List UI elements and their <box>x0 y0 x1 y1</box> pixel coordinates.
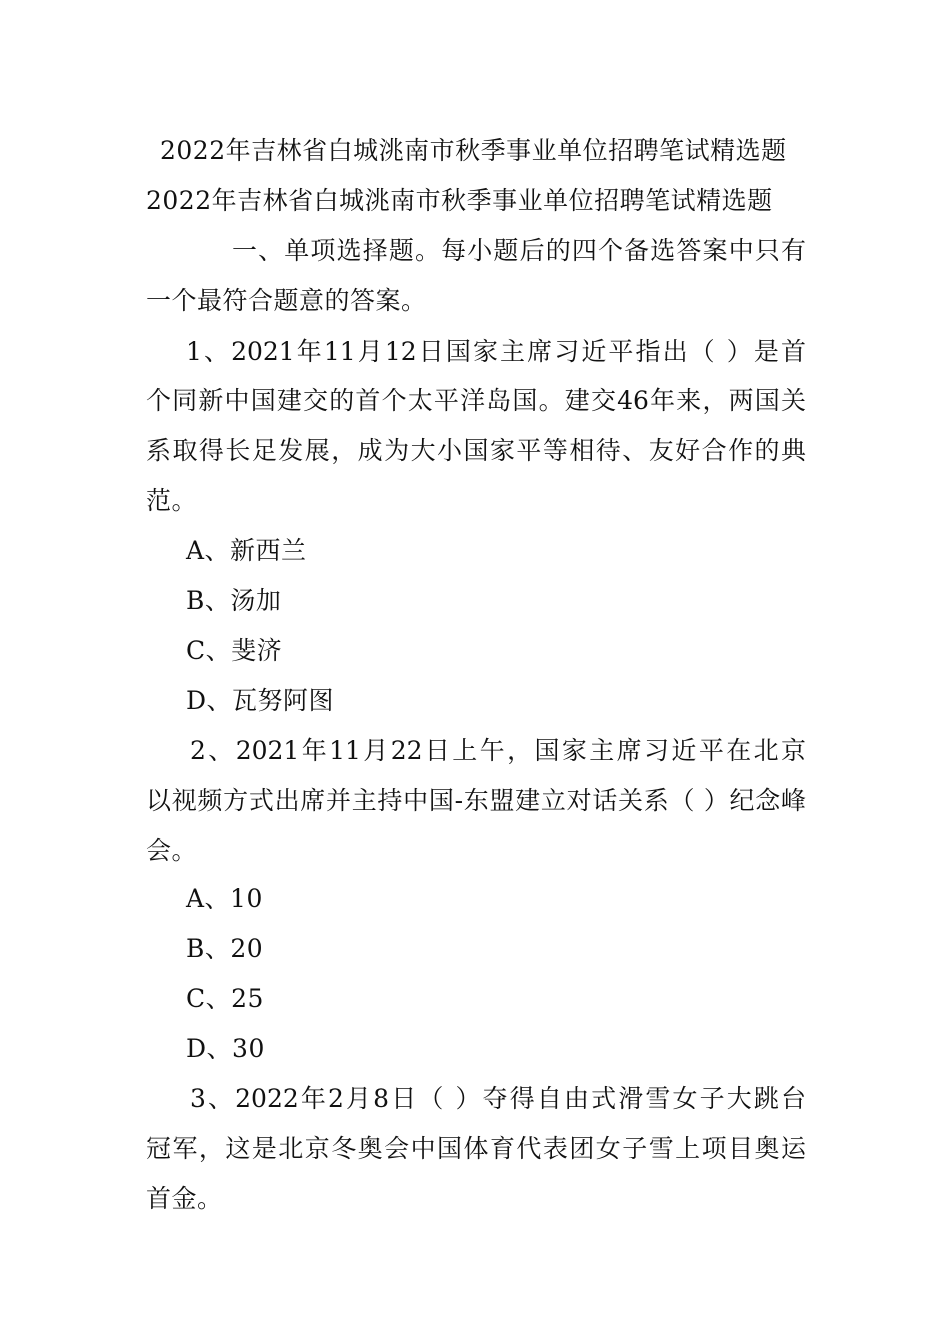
question-2-stem-line-3: 会。 <box>146 836 198 865</box>
question-2-stem-line-2: 以视频方式出席并主持中国-东盟建立对话关系（ ）纪念峰 <box>146 786 806 815</box>
question-2-stem-line-1: 2、2021年11月22日上午，国家主席习近平在北京 <box>190 736 806 765</box>
document-title: 2022年吉林省白城洮南市秋季事业单位招聘笔试精选题 <box>160 136 787 165</box>
question-1-option-d: D、瓦努阿图 <box>186 686 335 715</box>
question-1-stem-line-1: 1、2021年11月12日国家主席习近平指出（ ）是首 <box>186 337 806 366</box>
question-1-stem-line-3: 系取得长足发展，成为大小国家平等相待、友好合作的典 <box>146 436 806 465</box>
question-2-option-d: D、30 <box>186 1034 265 1063</box>
question-2-option-b: B、20 <box>186 934 264 963</box>
question-3-stem-line-1: 3、2022年2月8日（ ）夺得自由式滑雪女子大跳台 <box>190 1084 806 1113</box>
question-3-stem-line-3: 首金。 <box>146 1184 223 1213</box>
section-heading-continued: 一个最符合题意的答案。 <box>146 286 427 315</box>
question-3-stem-line-2: 冠军，这是北京冬奥会中国体育代表团女子雪上项目奥运 <box>146 1134 806 1163</box>
question-1-stem-line-2: 个同新中国建交的首个太平洋岛国。建交46年来，两国关 <box>146 386 806 415</box>
document-title-repeat: 2022年吉林省白城洮南市秋季事业单位招聘笔试精选题 <box>146 186 773 215</box>
question-2-option-c: C、25 <box>186 984 264 1013</box>
question-1-option-a: A、新西兰 <box>186 536 307 565</box>
question-1-option-c: C、斐济 <box>186 636 283 665</box>
question-2-option-a: A、10 <box>186 884 263 913</box>
question-1-option-b: B、汤加 <box>186 586 282 615</box>
question-1-stem-line-4: 范。 <box>146 486 198 515</box>
section-heading: 一、单项选择题。每小题后的四个备选答案中只有 <box>232 236 806 265</box>
